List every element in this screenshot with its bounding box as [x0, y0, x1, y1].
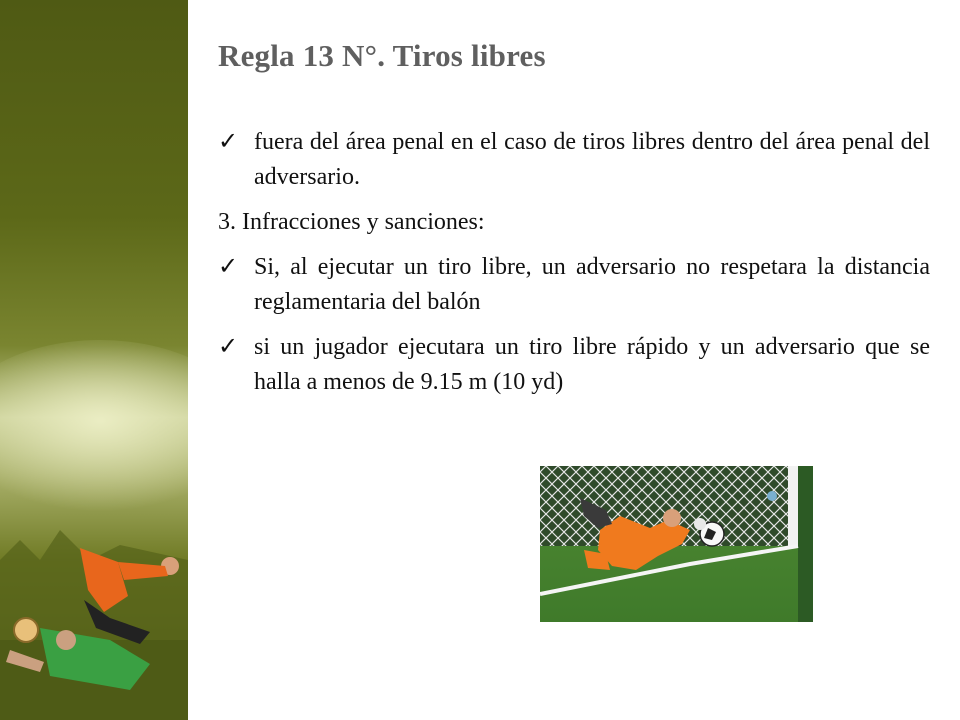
slide-content — [218, 125, 930, 410]
goalkeeper-photo — [540, 466, 813, 622]
check-item — [218, 125, 930, 195]
check-icon: ✓ — [218, 129, 239, 155]
sidebar-soccer-image — [0, 0, 188, 720]
section-heading: 3. Infracciones y sanciones: — [218, 209, 485, 235]
check-icon: ✓ — [218, 254, 239, 280]
check-item — [218, 250, 930, 320]
check-item — [218, 330, 930, 400]
goalkeeper-save-illustration — [540, 466, 813, 622]
item-text: fuera del área penal en el caso de tiros libres dentro del área penal del adversario. — [254, 129, 930, 190]
item-text: Si, al ejecutar un tiro libre, un adversario no respetara la distancia reglamentaria del balón — [254, 254, 930, 315]
item-text: si un jugador ejecutara un tiro libre rápido y un adversario que se halla a menos de 9.15 m (10 yd) — [254, 334, 930, 395]
check-icon: ✓ — [218, 334, 239, 360]
soccer-players-illustration — [0, 0, 188, 720]
slide-title: Regla 13 N°. Tiros libres — [218, 38, 546, 73]
